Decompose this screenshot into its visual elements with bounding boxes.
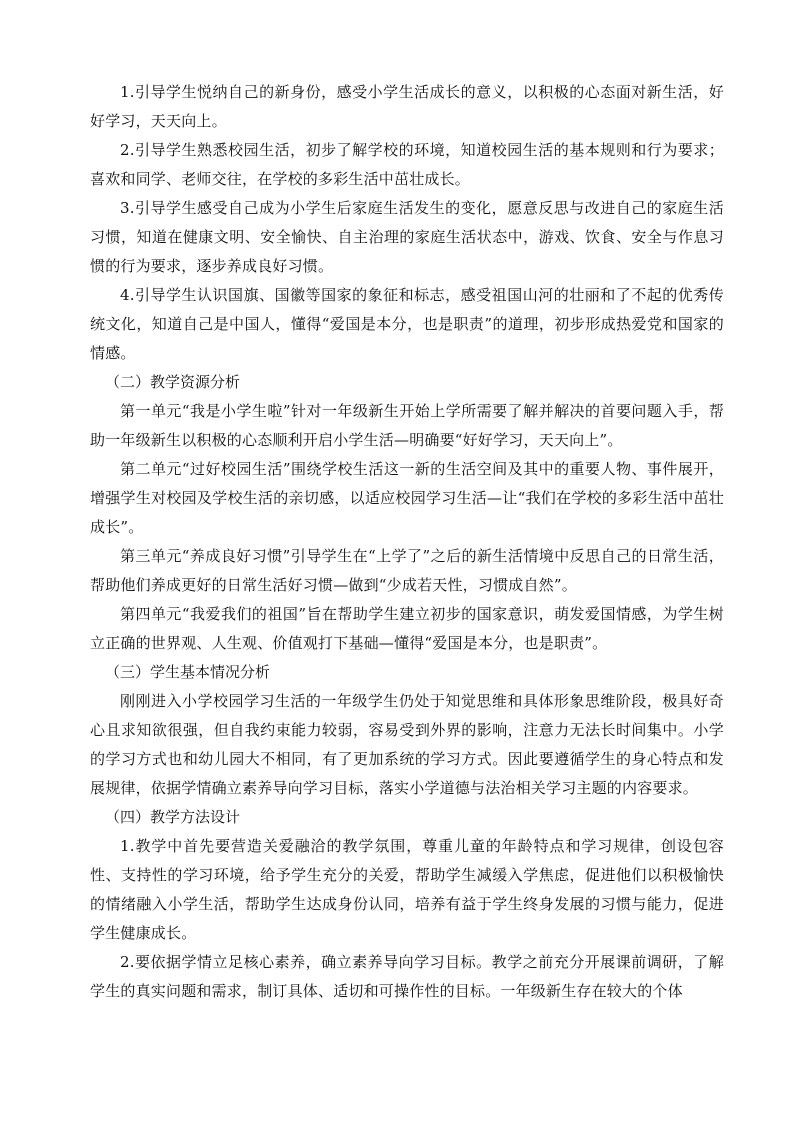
- section-heading-methods: （四）教学方法设计: [105, 808, 241, 826]
- unit-2-paragraph: 第二单元“过好校园生活”围绕学校生活这一新的生活空间及其中的重要人物、事件展开，增强学生对校园及学校生活的亲切感，以适应校园学习生活—让“我们在学校的多彩生活中茁壮成长”。: [90, 460, 724, 536]
- unit-3-paragraph: 第三单元“养成良好习惯”引导学生在“上学了”之后的新生活情境中反思自己的日常生活，帮助他们养成更好的日常生活好习惯—做到“少成若天性，习惯成自然”。: [90, 547, 724, 594]
- students-paragraph: 刚刚进入小学校园学习生活的一年级学生仍处于知觉思维和具体形象思维阶段，极具好奇心且求知欲很强，但自我约束能力较弱，容易受到外界的影响，注意力无法长时间集中。小学的学习方式也和幼儿园大不相同，有了更加系统的学习方式。因此要遵循学生的身心特点和发展规律，依据学情确立素养导向学习目标，落实小学道德与法治相关学习主题的内容要求。: [90, 692, 724, 797]
- objective-2: 2.引导学生熟悉校园生活，初步了解学校的环境，知道校园生活的基本规则和行为要求；喜欢和同学、老师交往，在学校的多彩生活中茁壮成长。: [90, 141, 724, 188]
- objective-3: 3.引导学生感受自己成为小学生后家庭生活发生的变化，愿意反思与改进自己的家庭生活习惯，知道在健康文明、安全愉快、自主治理的家庭生活状态中，游戏、饮食、安全与作息习惯的行为要求，逐步养成良好习惯。: [90, 199, 724, 275]
- section-heading-students: （三）学生基本情况分析: [105, 663, 271, 681]
- unit-1-paragraph: 第一单元“我是小学生啦”针对一年级新生开始上学所需要了解并解决的首要问题入手，帮助一年级新生以积极的心态顺利开启小学生活—明确要“好好学习，天天向上”。: [90, 402, 724, 449]
- method-2-paragraph: 2.要依据学情立足核心素养，确立素养导向学习目标。教学之前充分开展课前调研，了解学生的真实问题和需求，制订具体、适切和可操作性的目标。一年级新生存在较大的个体: [90, 953, 724, 1000]
- method-1-paragraph: 1.教学中首先要营造关爱融洽的教学氛围，尊重儿童的年龄特点和学习规律，创设包容性、支持性的学习环境，给予学生充分的关爱，帮助学生减缓入学焦虑，促进他们以积极愉快的情绪融入小学生活，帮助学生达成身份认同，培养有益于学生终身发展的习惯与能力，促进学生健康成长。: [90, 837, 724, 942]
- section-heading-resources: （二）教学资源分析: [105, 373, 241, 391]
- objective-1: 1.引导学生悦纳自己的新身份，感受小学生活成长的意义，以积极的心态面对新生活，好好学习，天天向上。: [90, 83, 724, 130]
- unit-4-paragraph: 第四单元“我爱我们的祖国”旨在帮助学生建立初步的国家意识，萌发爱国情感，为学生树立正确的世界观、人生观、价值观打下基础—懂得“爱国是本分，也是职责”。: [90, 605, 724, 652]
- objective-4: 4.引导学生认识国旗、国徽等国家的象征和标志，感受祖国山河的壮丽和了不起的优秀传统文化，知道自己是中国人，懂得“爱国是本分，也是职责”的道理，初步形成热爱党和国家的情感。: [90, 286, 724, 362]
